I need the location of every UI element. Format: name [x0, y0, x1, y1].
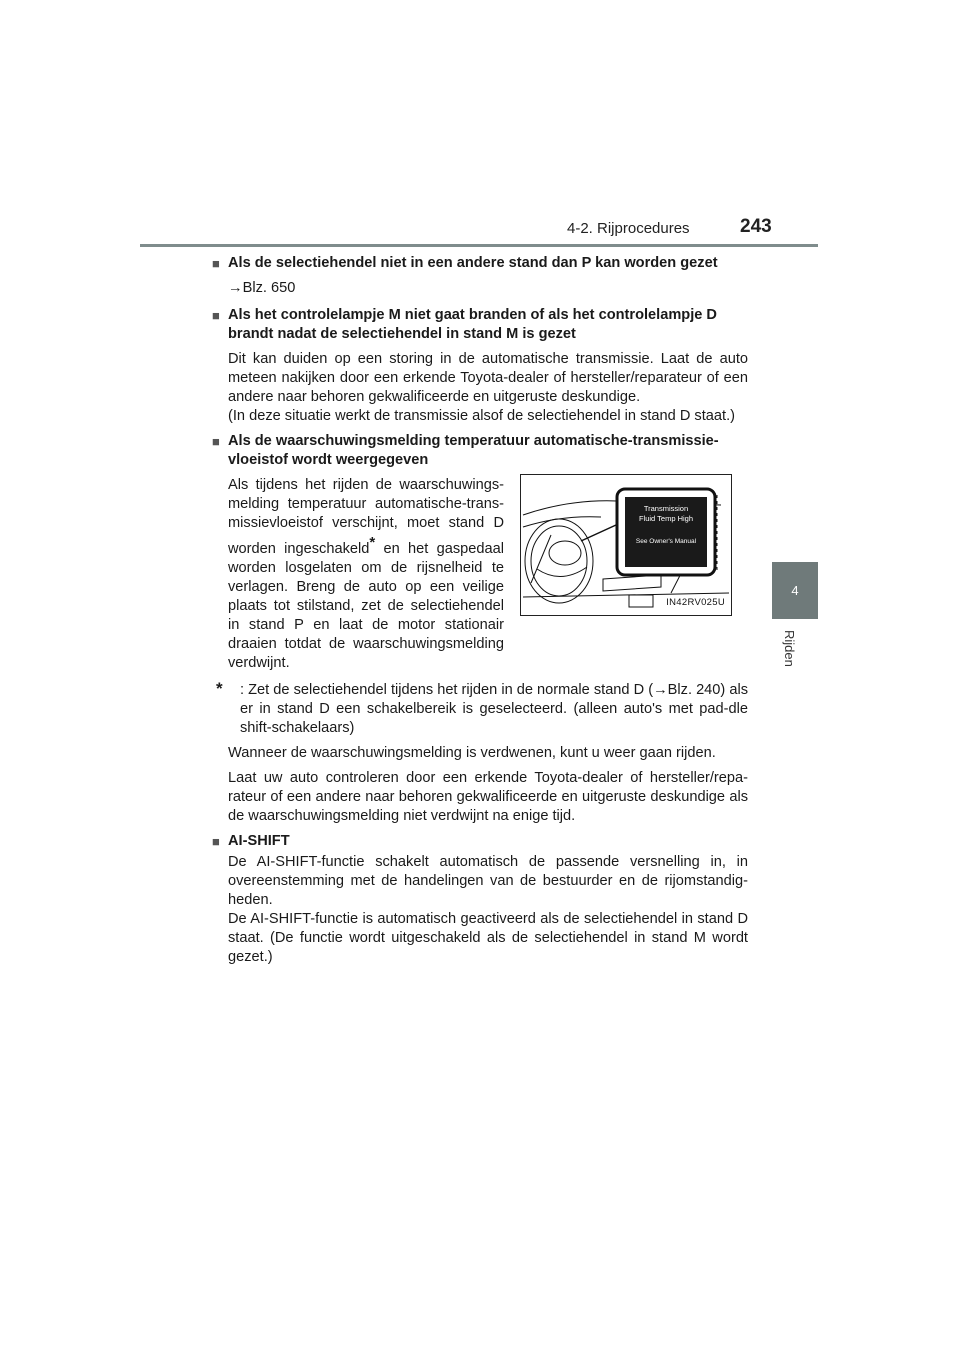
- header-section-title: 4-2. Rijprocedures: [567, 220, 690, 237]
- section-heading-text: Als de waarschuwingsmelding temperatuur automatische-transmissie-vloeistof wordt weergegeven: [228, 433, 719, 468]
- bullet-square-icon: ■: [212, 434, 220, 449]
- body-paragraph: Wanneer de waarschuwingsmelding is verdwenen, kunt u weer gaan rijden.: [228, 744, 716, 761]
- body-paragraph: De AI-SHIFT-functie schakelt automatisch de passende versnelling in, in overeenstemming met de handelingen van de bestuurder en de rijomstandig-heden.: [228, 853, 748, 908]
- section-heading-text: AI-SHIFT: [228, 832, 290, 849]
- display-text-line3: See Owner's Manual: [635, 538, 697, 545]
- bullet-square-icon: ■: [212, 833, 220, 849]
- display-text-line1: Transmission: [643, 504, 689, 513]
- body-paragraph: Laat uw auto controleren door een erkende Toyota-dealer of hersteller/repa-rateur of een andere naar behoren gekwalificeerde en uitgeruste deskundige als de waarschuwingsmelding niet verdwijnt na enige tijd.: [228, 769, 748, 824]
- bullet-square-icon: ■: [212, 256, 220, 271]
- section-heading: [212, 432, 748, 470]
- page-content: [212, 254, 748, 973]
- footnote: [212, 678, 748, 738]
- header-rule: [140, 244, 818, 247]
- section-heading: [212, 254, 748, 273]
- chapter-tab: 4: [772, 562, 818, 619]
- body-paragraph: Dit kan duiden op een storing in de automatische transmissie. Laat de auto meteen nakijken door een erkende Toyota-dealer of hersteller/reparateur of een andere naar behoren gekwalificeerde en uitgeruste deskundige.: [228, 351, 748, 405]
- instruction-text: en het gaspedaal worden losgelaten om de rijsnelheid te verlagen. Breng de auto op een veilige plaats tot stilstand, zet de selectiehendel in stand P en laat de motor stationair draaien totdat de waarschuwingsmelding verdwijnt.: [228, 540, 504, 671]
- figure-code: IN42RV025U: [666, 597, 725, 608]
- body-paragraph: (In deze situatie werkt de transmissie alsof de selectiehendel in stand D staat.): [228, 408, 735, 424]
- footnote-marker: *: [369, 534, 376, 551]
- warning-instructions: [228, 476, 504, 673]
- section-heading: [212, 832, 748, 851]
- section-heading: [212, 306, 748, 344]
- dashboard-illustration: [520, 474, 732, 616]
- bullet-square-icon: ■: [212, 308, 220, 323]
- page-reference: →Blz. 650: [228, 280, 296, 296]
- section-heading-text: Als het controlelampje M niet gaat branden of als het controlelampje D brandt nadat de selectiehendel in stand M is gezet: [228, 307, 717, 342]
- section-heading-text: Als de selectiehendel niet in een andere stand dan P kan worden gezet: [228, 255, 718, 271]
- instruction-text: Als tijdens het rijden de waarschuwings-melding temperatuur automatische-trans-missievloeistof verschijnt, moet stand D worden ingeschakeld: [228, 477, 504, 557]
- page-number: 243: [740, 216, 772, 237]
- body-paragraph: De AI-SHIFT-functie is automatisch geactiveerd als de selectiehendel in stand D staat. (De functie wordt uitgeschakeld als de selectiehendel in stand M wordt gezet.): [228, 910, 748, 965]
- display-text-line2: Fluid Temp High: [638, 514, 694, 523]
- footnote-text: : Zet de selectiehendel tijdens het rijden in de normale stand D (→Blz. 240) als er in stand D een schakelbereik is geselecteerd. (alleen auto's met pad-dle shift-schakelaars): [240, 681, 748, 736]
- footnote-marker: *: [216, 678, 223, 698]
- chapter-label: Rijden: [782, 630, 797, 667]
- text-with-figure: [212, 476, 748, 673]
